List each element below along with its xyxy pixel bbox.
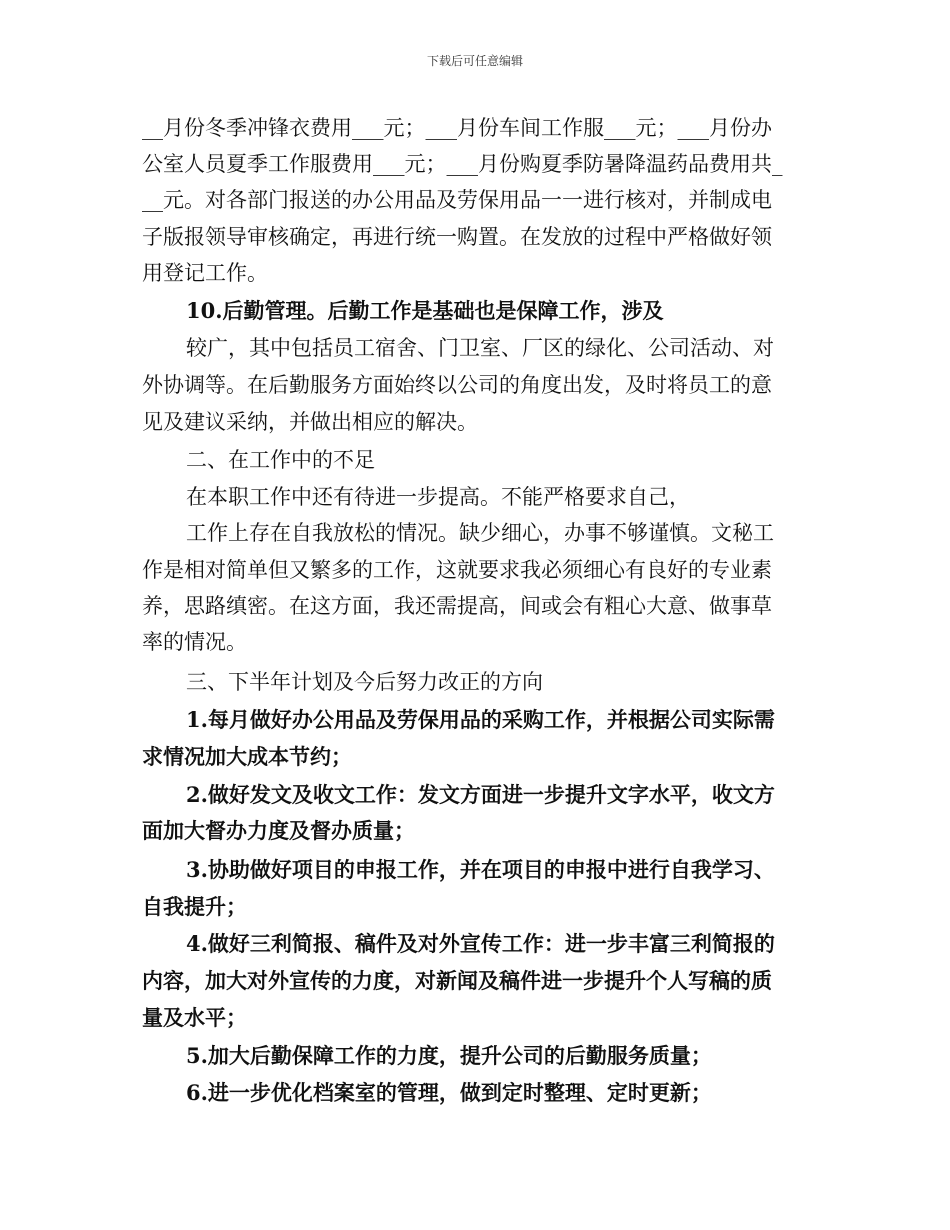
plan-item-line: 1.每月做好办公用品及劳保用品的采购工作，并根据公司实际需 [186,707,775,732]
plan-item-line: 量及水平； [142,1005,247,1030]
paragraph-line: 见及建议采纳，并做出相应的解决。 [142,410,478,434]
plan-item-line: 求情况加大成本节约； [142,744,352,769]
paragraph-line: 养，思路缜密。在这方面，我还需提高，间或会有粗心大意、做事草 [142,594,772,618]
plan-item-line: 4.做好三利简报、稿件及对外宣传工作：进一步丰富三利简报的 [186,931,775,956]
paragraph-line: __元。对各部门报送的办公用品及劳保用品一一进行核对，并制成电 [142,188,772,212]
paragraph-line: 外协调等。在后勤服务方面始终以公司的角度出发，及时将员工的意 [142,373,772,397]
plan-item-line: 3.协助做好项目的申报工作，并在项目的申报中进行自我学习、 [186,857,775,882]
plan-item-line: 自我提升； [142,894,247,919]
paragraph-line: 用登记工作。 [142,261,268,285]
plan-item-line: 6.进一步优化档案室的管理，做到定时整理、定时更新； [186,1080,712,1105]
section-heading: 二、在工作中的不足 [186,448,375,472]
paragraph-line: __月份冬季冲锋衣费用___元；___月份车间工作服___元；___月份办 [142,116,772,140]
paragraph-line: 子版报领导审核确定，再进行统一购置。在发放的过程中严格做好领 [142,225,772,249]
section-heading: 三、下半年计划及今后努力改正的方向 [186,670,543,694]
plan-item-line: 内容，加大对外宣传的力度，对新闻及稿件进一步提升个人写稿的质 [142,968,772,993]
paragraph-line: 公室人员夏季工作服费用___元；___月份购夏季防暑降温药品费用共_ [142,152,783,176]
plan-item-line: 面加大督办力度及督办质量； [142,818,415,843]
paragraph-line: 作是相对简单但又繁多的工作，这就要求我必须细心有良好的专业素 [142,558,772,582]
paragraph-line: 在本职工作中还有待进一步提高。不能严格要求自己， [186,485,690,509]
paragraph-line: 较广，其中包括员工宿舍、门卫室、厂区的绿化、公司活动、对 [186,336,774,360]
item-heading-line: 10.后勤管理。后勤工作是基础也是保障工作，涉及 [186,298,664,323]
paragraph-line: 工作上存在自我放松的情况。缺少细心，办事不够谨慎。文秘工 [186,521,774,545]
plan-item-line: 5.加大后勤保障工作的力度，提升公司的后勤服务质量； [186,1043,712,1068]
page-header: 下载后可任意编辑 [426,54,523,68]
paragraph-line: 率的情况。 [142,630,247,654]
plan-item-line: 2.做好发文及收文工作：发文方面进一步提升文字水平，收文方 [186,782,775,807]
